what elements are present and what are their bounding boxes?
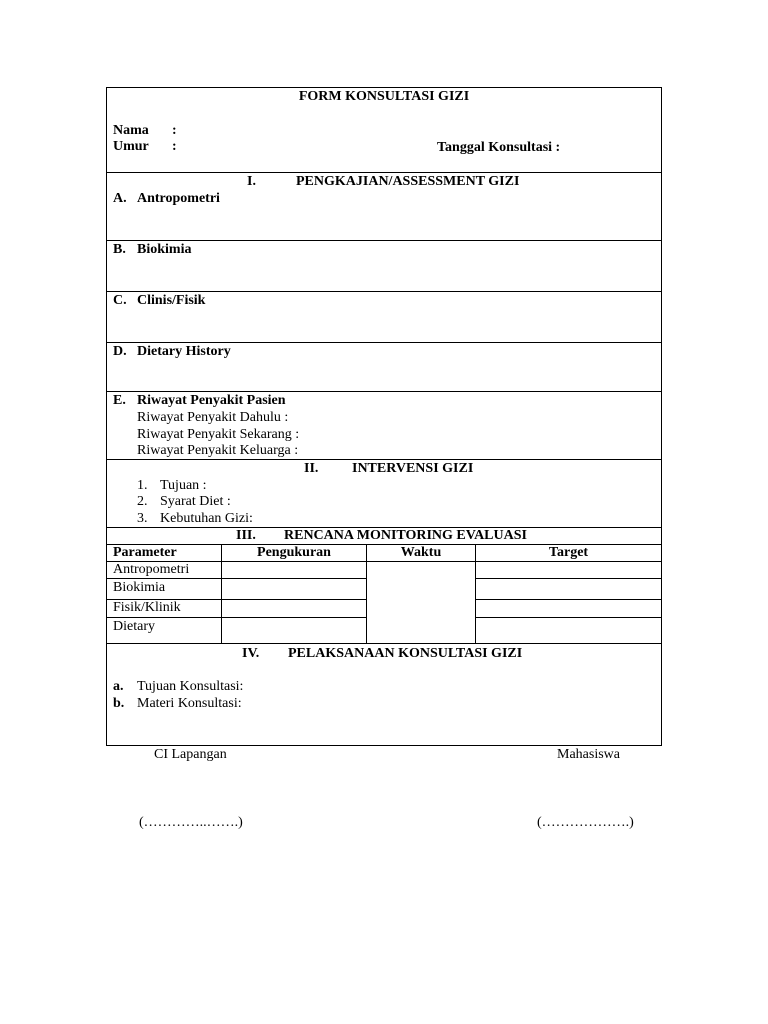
section2-title: INTERVENSI GIZI bbox=[352, 461, 474, 476]
form-border-bottom bbox=[106, 745, 662, 746]
form-border-left bbox=[106, 87, 107, 745]
nama-colon: : bbox=[172, 123, 177, 138]
antropometri-label: Antropometri bbox=[137, 191, 220, 206]
dietary-history-label: Dietary History bbox=[137, 344, 231, 359]
table-row-label: Dietary bbox=[113, 619, 155, 634]
ci-lapangan-label: CI Lapangan bbox=[154, 747, 227, 762]
riwayat-letter: E. bbox=[113, 393, 126, 408]
table-header-waktu: Waktu bbox=[400, 545, 442, 560]
section3-number: III. bbox=[236, 528, 256, 543]
biokimia-label: Biokimia bbox=[137, 242, 192, 257]
intervensi-item-number: 1. bbox=[137, 478, 148, 493]
materi-konsultasi-label: Materi Konsultasi: bbox=[137, 696, 242, 711]
divider bbox=[106, 459, 662, 460]
tanggal-konsultasi-label: Tanggal Konsultasi : bbox=[437, 140, 561, 155]
syarat-diet-item: Syarat Diet : bbox=[160, 494, 231, 509]
table-line bbox=[106, 643, 662, 644]
table-row-label: Fisik/Klinik bbox=[113, 600, 181, 615]
form-border-top bbox=[106, 87, 662, 88]
clinis-letter: C. bbox=[113, 293, 127, 308]
table-line bbox=[475, 578, 662, 579]
divider bbox=[106, 240, 662, 241]
riwayat-sekarang: Riwayat Penyakit Sekarang : bbox=[137, 427, 300, 442]
mahasiswa-label: Mahasiswa bbox=[557, 747, 620, 762]
section1-title: PENGKAJIAN/ASSESSMENT GIZI bbox=[296, 174, 520, 189]
ci-lapangan-signature-blank: (…………..…….) bbox=[139, 815, 243, 830]
section4-number: IV. bbox=[242, 646, 260, 661]
antropometri-letter: A. bbox=[113, 191, 127, 206]
riwayat-keluarga: Riwayat Penyakit Keluarga : bbox=[137, 443, 299, 458]
materi-konsultasi-letter: b. bbox=[113, 696, 125, 711]
section4-title: PELAKSANAAN KONSULTASI GIZI bbox=[288, 646, 523, 661]
form-border-right bbox=[661, 87, 662, 745]
riwayat-dahulu: Riwayat Penyakit Dahulu : bbox=[137, 410, 289, 425]
table-header-target: Target bbox=[548, 545, 589, 560]
umur-colon: : bbox=[172, 139, 177, 154]
table-line bbox=[106, 617, 366, 618]
kebutuhan-gizi-item: Kebutuhan Gizi: bbox=[160, 511, 253, 526]
divider bbox=[106, 291, 662, 292]
biokimia-letter: B. bbox=[113, 242, 126, 257]
section1-number: I. bbox=[247, 174, 256, 189]
table-line bbox=[106, 561, 662, 562]
table-row-label: Antropometri bbox=[113, 562, 190, 577]
section3-title: RENCANA MONITORING EVALUASI bbox=[284, 528, 527, 543]
dietary-history-letter: D. bbox=[113, 344, 127, 359]
divider bbox=[106, 342, 662, 343]
table-header-pengukuran: Pengukuran bbox=[257, 545, 331, 560]
clinis-label: Clinis/Fisik bbox=[137, 293, 206, 308]
tujuan-konsultasi-label: Tujuan Konsultasi: bbox=[137, 679, 244, 694]
intervensi-item-number: 3. bbox=[137, 511, 148, 526]
table-line bbox=[475, 599, 662, 600]
tujuan-item: Tujuan : bbox=[160, 478, 207, 493]
divider bbox=[106, 172, 662, 173]
nama-label: Nama bbox=[113, 123, 149, 138]
intervensi-item-number: 2. bbox=[137, 494, 148, 509]
table-row-label: Biokimia bbox=[113, 580, 166, 595]
section2-number: II. bbox=[304, 461, 319, 476]
table-header-parameter: Parameter bbox=[113, 545, 177, 560]
divider bbox=[106, 391, 662, 392]
table-line bbox=[475, 617, 662, 618]
riwayat-label: Riwayat Penyakit Pasien bbox=[137, 393, 286, 408]
form-title: FORM KONSULTASI GIZI bbox=[298, 89, 470, 104]
table-line bbox=[106, 578, 366, 579]
mahasiswa-signature-blank: (……………….) bbox=[537, 815, 634, 830]
umur-label: Umur bbox=[113, 139, 149, 154]
tujuan-konsultasi-letter: a. bbox=[113, 679, 124, 694]
